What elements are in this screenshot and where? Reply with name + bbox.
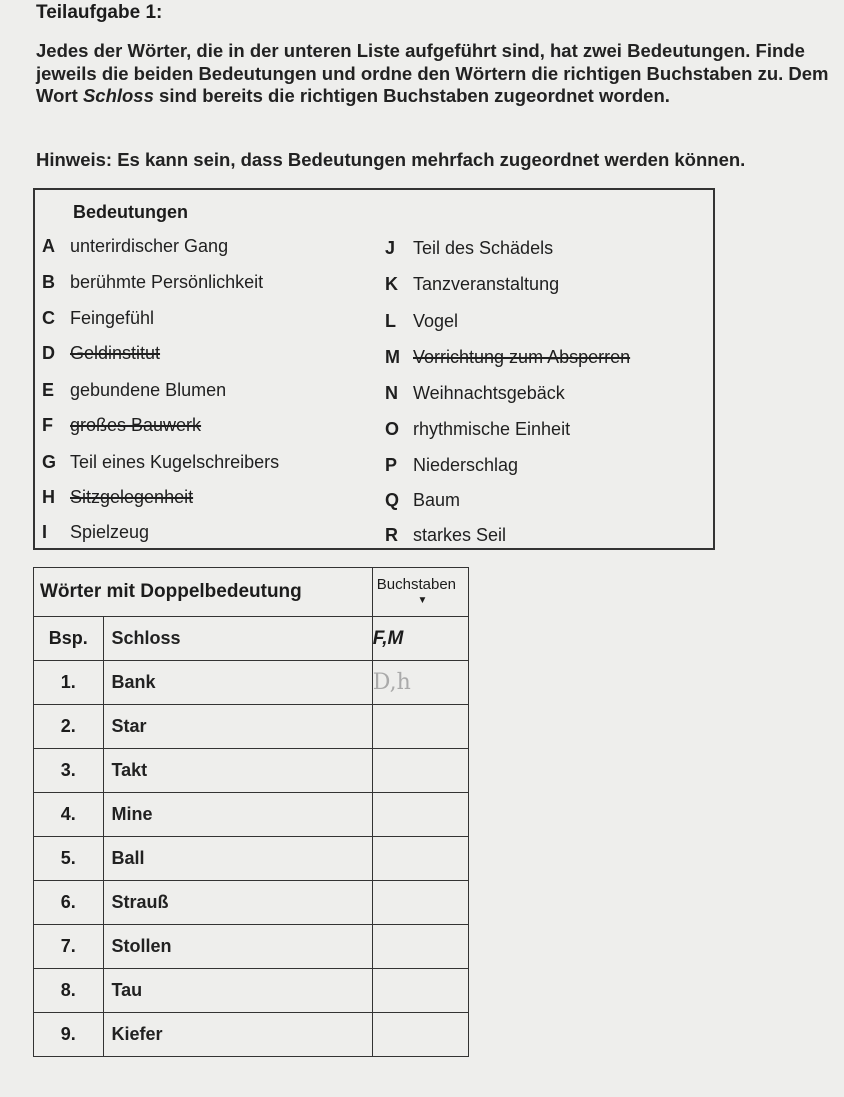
meaning-item bbox=[385, 274, 559, 295]
meaning-item bbox=[42, 272, 263, 293]
table-row bbox=[34, 969, 469, 1013]
meaning-letter: G bbox=[42, 452, 57, 472]
row-word: Kiefer bbox=[103, 1013, 372, 1057]
instructions-after: sind bereits die richtigen Buchstaben zugeordnet worden. bbox=[153, 85, 670, 106]
row-number: 8. bbox=[34, 969, 104, 1013]
table-row bbox=[34, 705, 469, 749]
meaning-letter: I bbox=[42, 522, 48, 542]
task-instructions bbox=[36, 40, 836, 108]
meaning-letter: D bbox=[42, 343, 55, 363]
meaning-letter: C bbox=[42, 308, 55, 328]
meaning-text: Vorrichtung zum Absperren bbox=[413, 347, 631, 367]
meaning-letter: N bbox=[385, 383, 398, 403]
meaning-text: Feingefühl bbox=[70, 308, 155, 328]
meaning-text: Teil des Schädels bbox=[413, 238, 554, 258]
meaning-letter: R bbox=[385, 525, 398, 545]
meaning-text: Teil eines Kugelschreibers bbox=[70, 452, 280, 472]
meaning-text: Geldinstitut bbox=[70, 343, 161, 363]
meaning-text: Sitzgelegenheit bbox=[70, 487, 194, 507]
header-words: Wörter mit Doppelbedeutung bbox=[34, 568, 373, 617]
meaning-letter: E bbox=[42, 380, 55, 400]
meaning-letter: F bbox=[42, 415, 53, 435]
meaning-text: Spielzeug bbox=[70, 522, 150, 542]
meaning-item bbox=[385, 455, 518, 476]
row-letters[interactable] bbox=[372, 749, 468, 793]
table-row bbox=[34, 925, 469, 969]
meaning-text: Weihnachtsgebäck bbox=[413, 383, 565, 403]
meaning-item bbox=[385, 490, 460, 511]
meaning-letter: Q bbox=[385, 490, 400, 510]
table-header-row bbox=[34, 568, 469, 617]
row-letters[interactable] bbox=[372, 793, 468, 837]
row-word: Strauß bbox=[103, 881, 372, 925]
meaning-text: Tanzveranstaltung bbox=[413, 274, 560, 294]
row-letters[interactable] bbox=[372, 925, 468, 969]
table-row bbox=[34, 749, 469, 793]
meaning-text: Baum bbox=[413, 490, 461, 510]
meanings-box bbox=[33, 188, 715, 550]
meaning-text: Vogel bbox=[413, 311, 459, 331]
row-number: 2. bbox=[34, 705, 104, 749]
row-number: 5. bbox=[34, 837, 104, 881]
meaning-letter: O bbox=[385, 419, 400, 439]
meaning-item bbox=[42, 236, 228, 257]
meaning-item bbox=[385, 311, 458, 332]
row-word: Stollen bbox=[103, 925, 372, 969]
row-number: Bsp. bbox=[34, 617, 104, 661]
meaning-text: berühmte Persönlichkeit bbox=[70, 272, 264, 292]
row-letters[interactable] bbox=[372, 837, 468, 881]
meaning-item bbox=[385, 419, 570, 440]
instructions-before: Jedes der Wörter, die in der unteren Liste aufgeführt sind, hat zwei Bedeutungen. Finde jeweils die beiden Bedeutungen und ordne den Wörtern die richtigen Buchstaben zu. Dem Wort bbox=[36, 40, 829, 106]
meaning-item bbox=[385, 347, 630, 368]
row-letters[interactable] bbox=[372, 705, 468, 749]
meaning-text: starkes Seil bbox=[413, 525, 507, 545]
meaning-letter: M bbox=[385, 347, 400, 367]
meaning-letter: J bbox=[385, 238, 396, 258]
meaning-item bbox=[385, 383, 565, 404]
table-row bbox=[34, 793, 469, 837]
row-word: Takt bbox=[103, 749, 372, 793]
row-letters[interactable] bbox=[372, 969, 468, 1013]
meaning-item bbox=[385, 238, 553, 259]
task-hint: Hinweis: Es kann sein, dass Bedeutungen mehrfach zugeordnet werden können. bbox=[36, 149, 746, 170]
table-row bbox=[34, 881, 469, 925]
arrow-down-icon: ▼ bbox=[417, 595, 428, 606]
row-number: 3. bbox=[34, 749, 104, 793]
meaning-item bbox=[42, 308, 154, 329]
meaning-letter: B bbox=[42, 272, 55, 292]
row-number: 9. bbox=[34, 1013, 104, 1057]
meanings-title: Bedeutungen bbox=[73, 202, 188, 222]
meaning-item bbox=[42, 522, 149, 543]
row-word: Star bbox=[103, 705, 372, 749]
header-letters-label: Buchstaben bbox=[376, 576, 457, 593]
meaning-letter: K bbox=[385, 274, 398, 294]
meaning-letter: H bbox=[42, 487, 55, 507]
row-number: 7. bbox=[34, 925, 104, 969]
row-word: Bank bbox=[103, 661, 372, 705]
meaning-text: gebundene Blumen bbox=[70, 380, 227, 400]
words-table bbox=[33, 567, 469, 1057]
row-number: 1. bbox=[34, 661, 104, 705]
meaning-text: unterirdischer Gang bbox=[70, 236, 229, 256]
row-number: 6. bbox=[34, 881, 104, 925]
header-letters bbox=[372, 568, 468, 617]
row-word: Schloss bbox=[103, 617, 372, 661]
example-word: Schloss bbox=[82, 85, 154, 106]
row-word: Ball bbox=[103, 837, 372, 881]
meaning-item bbox=[42, 343, 160, 364]
row-letters: F,M bbox=[372, 617, 468, 661]
meaning-letter: P bbox=[385, 455, 398, 475]
meaning-text: großes Bauwerk bbox=[70, 415, 202, 435]
row-word: Tau bbox=[103, 969, 372, 1013]
table-row bbox=[34, 661, 469, 705]
table-row bbox=[34, 617, 469, 661]
meaning-letter: A bbox=[42, 236, 55, 256]
meaning-item bbox=[42, 452, 279, 473]
row-letters[interactable] bbox=[372, 1013, 468, 1057]
table-row bbox=[34, 1013, 469, 1057]
table-row bbox=[34, 837, 469, 881]
meaning-item bbox=[42, 380, 226, 401]
row-word: Mine bbox=[103, 793, 372, 837]
row-letters: D,h bbox=[372, 661, 468, 705]
meaning-item bbox=[42, 415, 201, 436]
meaning-letter: L bbox=[385, 311, 396, 331]
meaning-text: Niederschlag bbox=[413, 455, 519, 475]
row-number: 4. bbox=[34, 793, 104, 837]
meaning-item bbox=[385, 525, 506, 546]
meaning-text: rhythmische Einheit bbox=[413, 419, 571, 439]
row-letters[interactable] bbox=[372, 881, 468, 925]
meaning-item bbox=[42, 487, 193, 508]
task-heading: Teilaufgabe 1: bbox=[36, 2, 163, 23]
